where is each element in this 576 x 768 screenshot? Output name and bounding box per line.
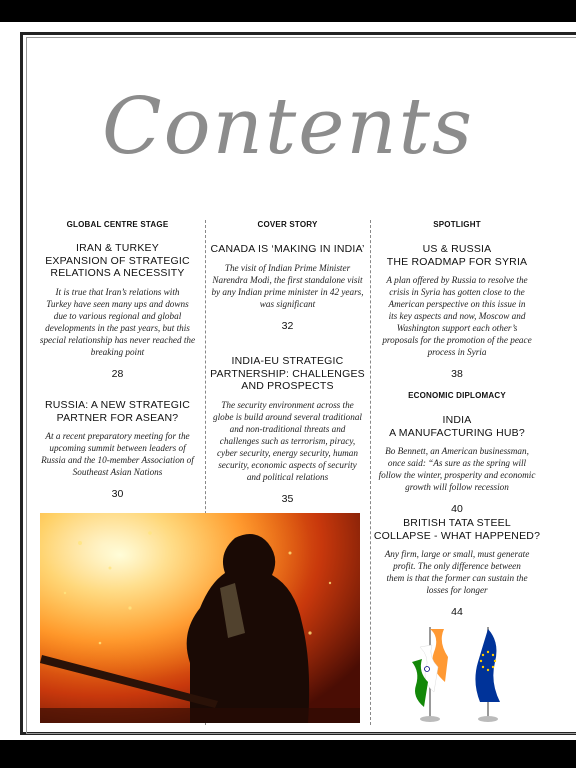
section-label-economic-diplomacy: ECONOMIC DIPLOMACY xyxy=(408,391,506,400)
article-india-manufacturing[interactable] xyxy=(372,414,542,515)
flag-base-eu xyxy=(478,716,498,722)
article-canada-india[interactable] xyxy=(205,243,370,332)
flag-base-india xyxy=(420,716,440,722)
section-label-cover-story: COVER STORY xyxy=(257,220,318,229)
article-headline: INDIA A MANUFACTURING HUB? xyxy=(389,414,525,439)
india-eu-desk-flags xyxy=(400,607,520,732)
article-headline: IRAN & TURKEY EXPANSION OF STRATEGIC RELATIONS A NECESSITY xyxy=(45,242,190,279)
page-number: 44 xyxy=(451,606,463,618)
article-india-eu[interactable] xyxy=(205,355,370,505)
page-number: 38 xyxy=(451,368,463,380)
article-summary: A plan offered by Russia to resolve the crisis in Syria has gotten close to the American perspective on this issue in its key aspects and now, Moscow and Washington support each other’s proposals for the promotion of the peace process in Syria xyxy=(382,275,532,357)
column-right xyxy=(372,220,542,229)
article-russia-asean[interactable] xyxy=(35,399,200,500)
steel-worker-silhouette xyxy=(40,513,360,723)
article-headline: US & RUSSIA THE ROADMAP FOR SYRIA xyxy=(386,243,528,268)
section-label-spotlight: SPOTLIGHT xyxy=(433,220,481,229)
article-headline: BRITISH TATA STEEL COLLAPSE - WHAT HAPPENED? xyxy=(373,517,541,542)
page-number: 35 xyxy=(281,492,294,505)
article-iran-turkey[interactable] xyxy=(35,242,200,380)
page xyxy=(0,22,576,740)
page-number: 32 xyxy=(281,319,294,332)
article-us-russia[interactable] xyxy=(372,243,542,380)
column-middle xyxy=(205,220,370,229)
page-title: Contents xyxy=(102,82,474,172)
article-headline: INDIA-EU STRATEGIC PARTNERSHIP: CHALLENGES AND PROSPECTS xyxy=(210,355,365,392)
article-summary: Any firm, large or small, must generate profit. The only difference between them is that the former can sustain the losses for longer xyxy=(384,549,530,595)
column-left xyxy=(35,220,200,229)
article-headline: CANADA IS ‘MAKING IN INDIA’ xyxy=(210,243,365,255)
article-summary: The visit of Indian Prime Minister Narendra Modi, the first standalone visit by any Indian prime minister in 42 years, was significant xyxy=(211,262,364,309)
page-number: 30 xyxy=(111,488,124,500)
section-economic-diplomacy xyxy=(372,391,542,400)
article-summary: It is true that Iran’s relations with Turkey have seen many ups and downs due to various regional and global developments in the past years, but this special relationship has never reached the breaking point xyxy=(39,286,196,357)
article-tata-steel[interactable] xyxy=(372,517,542,618)
article-summary: At a recent preparatory meeting for the upcoming summit between leaders of Russia and the 10-member Association of Southeast Asian Nations xyxy=(41,431,194,477)
article-summary: The security environment across the globe is build around several traditional and non-traditional threats and challenges such as terrorism, piracy, cyber security, energy security, human security, economic aspects of security and political relations xyxy=(213,399,362,482)
flags-illustration xyxy=(400,607,520,732)
section-label-global-centre-stage: GLOBAL CENTRE STAGE xyxy=(66,220,169,229)
article-summary: Bo Bennett, an American businessman, once said: “As sure as the spring will follow the winter, prosperity and economic growth will follow recession xyxy=(378,446,536,492)
page-number: 40 xyxy=(451,503,463,515)
steel-worker-photo xyxy=(40,513,360,723)
article-headline: RUSSIA: A NEW STRATEGIC PARTNER FOR ASEAN? xyxy=(44,399,190,424)
page-number: 28 xyxy=(111,367,124,380)
eu-flag-icon xyxy=(475,629,500,702)
